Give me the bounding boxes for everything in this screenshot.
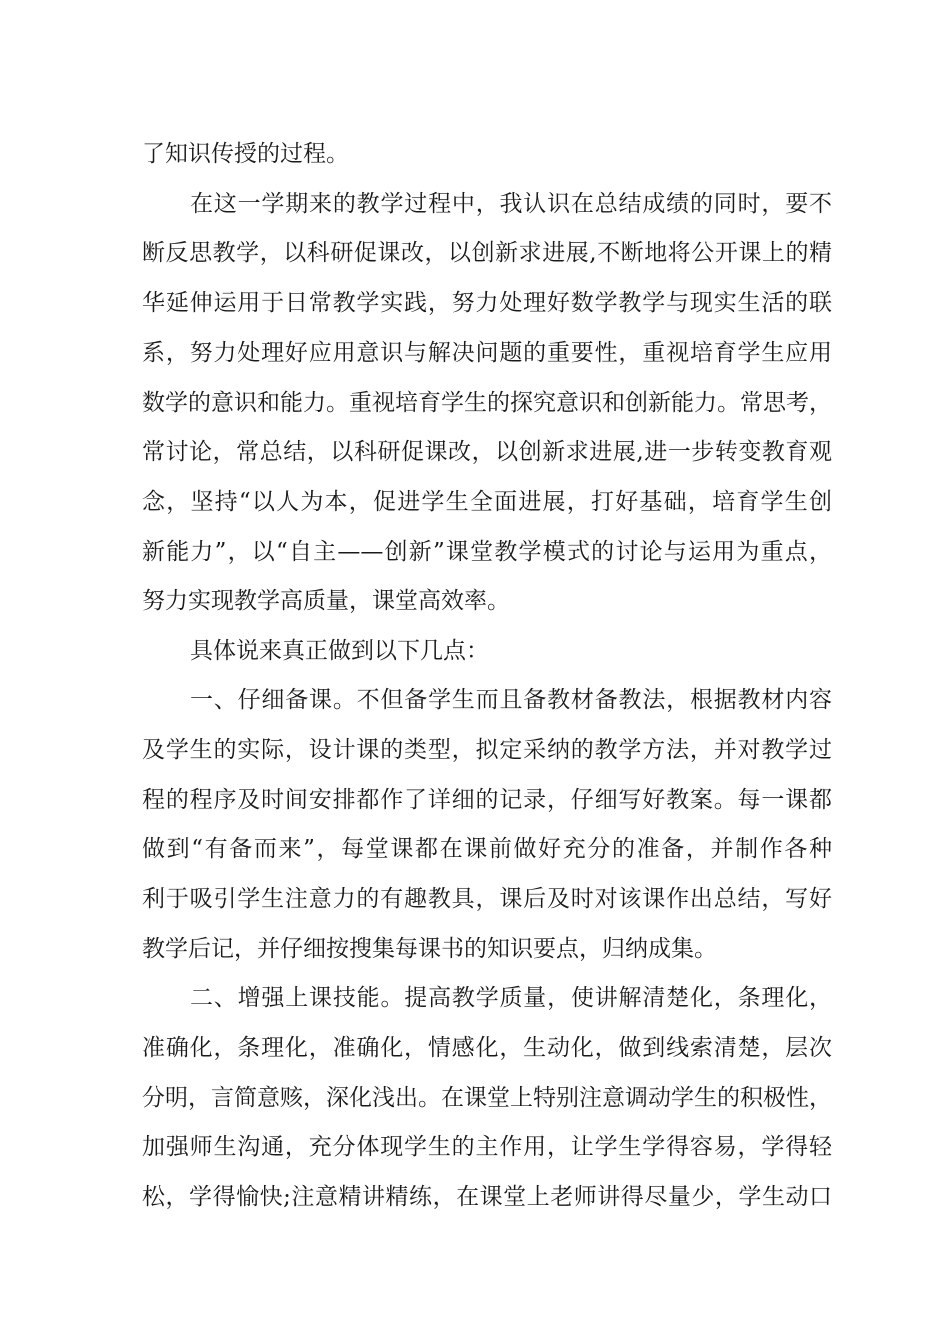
text-line: 二、增强上课技能。提高教学质量，使讲解清楚化，条理化， — [190, 985, 832, 1011]
text-line: 念，坚持“以人为本，促进学生全面进展，打好基础，培育学生创 — [142, 489, 832, 515]
text-line: 数学的意识和能力。重视培育学生的探究意识和创新能力。常思考， — [142, 390, 832, 416]
text-line: 断反思教学，以科研促课改，以创新求进展,不断地将公开课上的精 — [142, 240, 832, 266]
text-line: 系，努力处理好应用意识与解决问题的重要性，重视培育学生应用 — [142, 340, 832, 366]
text-line: 准确化，条理化，准确化，情感化，生动化，做到线索清楚，层次 — [142, 1035, 832, 1061]
text-line: 具体说来真正做到以下几点： — [190, 638, 489, 664]
text-line: 分明，言简意赅，深化浅出。在课堂上特别注意调动学生的积极性， — [142, 1085, 832, 1111]
text-line: 程的程序及时间安排都作了详细的记录，仔细写好教案。每一课都 — [142, 787, 832, 813]
text-line: 新能力”，以“自主——创新”课堂教学模式的讨论与运用为重点， — [142, 539, 832, 565]
text-line: 及学生的实际，设计课的类型，拟定采纳的教学方法，并对教学过 — [142, 737, 832, 763]
text-line: 常讨论，常总结，以科研促课改，以创新求进展,进一步转变教育观 — [142, 439, 832, 465]
text-line: 松，学得愉快;注意精讲精练，在课堂上老师讲得尽量少，学生动口 — [142, 1184, 832, 1210]
text-line: 利于吸引学生注意力的有趣教具，课后及时对该课作出总结，写好 — [142, 886, 832, 912]
text-line: 教学后记，并仔细按搜集每课书的知识要点，归纳成集。 — [142, 936, 717, 962]
text-line: 努力实现教学高质量，课堂高效率。 — [142, 588, 510, 614]
text-line: 了知识传授的过程。 — [142, 141, 349, 167]
text-line: 在这一学期来的教学过程中，我认识在总结成绩的同时，要不 — [190, 191, 832, 217]
text-line: 做到“有备而来”，每堂课都在课前做好充分的准备，并制作各种 — [142, 836, 832, 862]
text-line: 加强师生沟通，充分体现学生的主作用，让学生学得容易，学得轻 — [142, 1134, 832, 1160]
text-line: 一、仔细备课。不但备学生而且备教材备教法，根据教材内容 — [190, 687, 832, 713]
text-line: 华延伸运用于日常教学实践，努力处理好数学教学与现实生活的联 — [142, 290, 832, 316]
